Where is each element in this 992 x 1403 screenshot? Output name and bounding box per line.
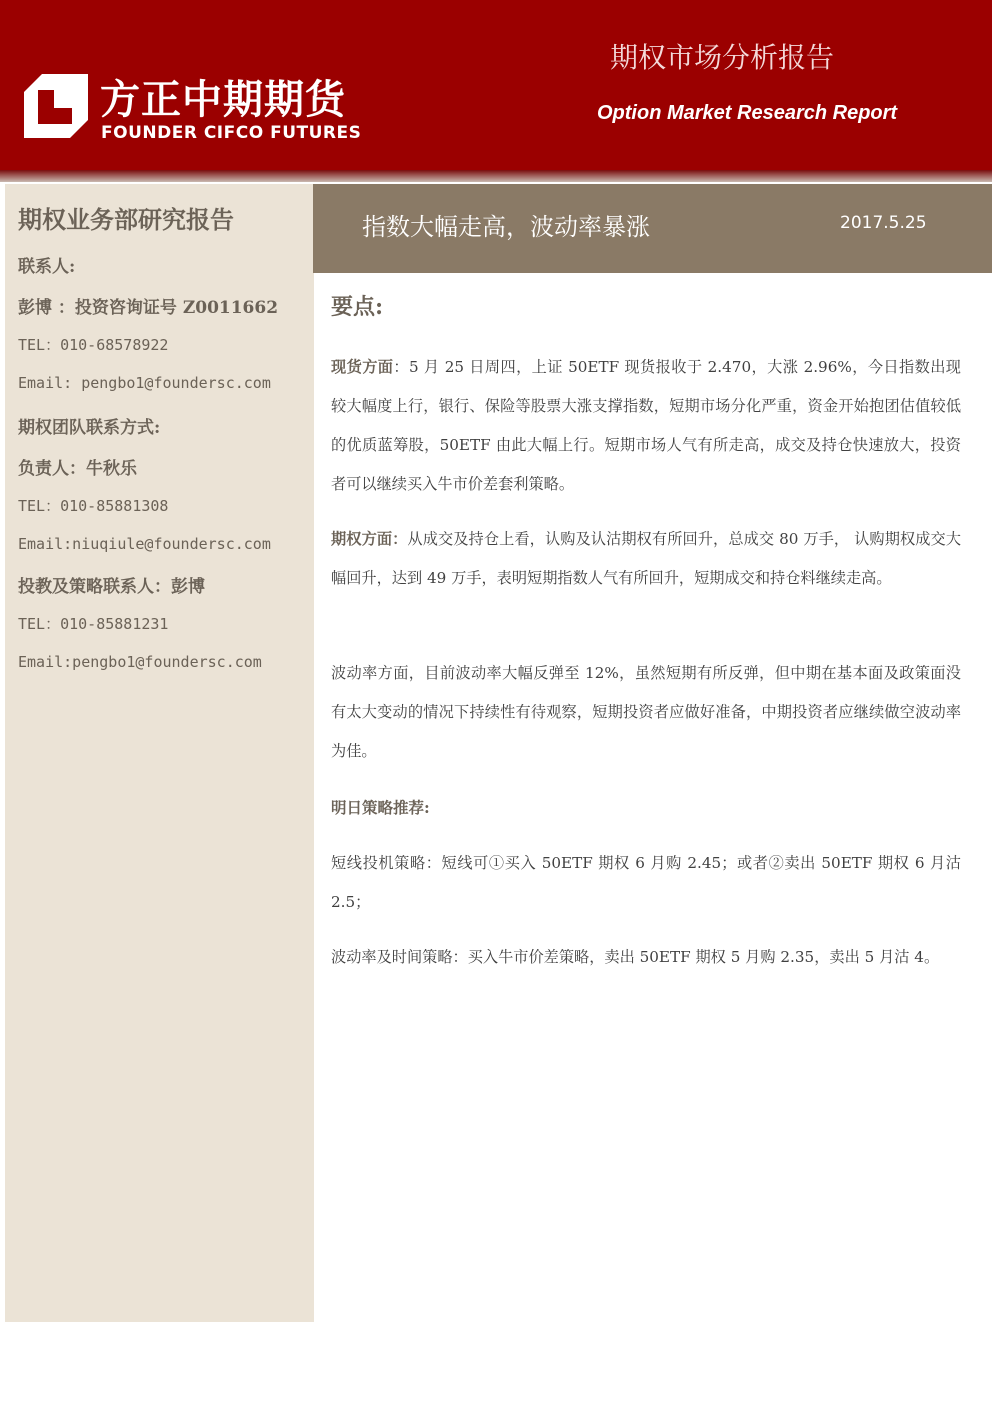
article-date: 2017.5.25 bbox=[840, 213, 927, 233]
edu-email[interactable]: Email:pengbo1@foundersc.com bbox=[18, 653, 262, 671]
team-tel: TEL：010-85881308 bbox=[18, 497, 169, 515]
spot-paragraph bbox=[331, 348, 961, 504]
strategy-volatility: 波动率及时间策略：买入牛市价差策略，卖出 50ETF 期权 5 月购 2.35，卖出 5 月沽 4。 bbox=[331, 948, 940, 966]
option-lead: 期权方面： bbox=[331, 530, 408, 548]
header-divider bbox=[0, 170, 992, 182]
key-points-heading: 要点: bbox=[331, 294, 384, 320]
report-title-en: Option Market Research Report bbox=[597, 102, 898, 124]
team-label: 期权团队联系方式: bbox=[18, 418, 161, 438]
option-text: 从成交及持仓上看，认购及认沽期权有所回升，总成交 80 万手， 认购期权成交大幅回升，达到 49 万手，表明短期指数人气有所回升，短期成交和持仓料继续走高。 bbox=[331, 530, 962, 587]
strategy-speculative: 短线投机策略：短线可①买入 50ETF 期权 6 月购 2.45；或者②卖出 50ETF 期权 6 月沽 2.5； bbox=[331, 854, 961, 911]
team-email[interactable]: Email:niuqiule@foundersc.com bbox=[18, 535, 271, 553]
spot-lead: 现货方面 bbox=[331, 358, 394, 376]
company-name-en: FOUNDER CIFCO FUTURES bbox=[101, 123, 362, 143]
contact-label: 联系人: bbox=[18, 257, 76, 277]
volatility-paragraph: 波动率方面，目前波动率大幅反弹至 12%，虽然短期有所反弹，但中期在基本面及政策面没有太大变动的情况下持续性有待观察，短期投资者应做好准备，中期投资者应继续做空波动率为佳。 bbox=[331, 664, 961, 760]
edu-tel: TEL：010-85881231 bbox=[18, 615, 169, 633]
strategy-heading: 明日策略推荐: bbox=[331, 798, 430, 817]
sidebar-title: 期权业务部研究报告 bbox=[18, 205, 234, 234]
report-title-cn: 期权市场分析报告 bbox=[610, 41, 835, 74]
contact-email[interactable]: Email: pengbo1@foundersc.com bbox=[18, 374, 271, 392]
contact-name: 彭博 ：投资咨询证号 Z0011662 bbox=[18, 298, 279, 318]
option-paragraph bbox=[331, 520, 961, 598]
company-name-cn: 方正中期期货 bbox=[100, 77, 346, 123]
contact-tel: TEL：010-68578922 bbox=[18, 336, 169, 354]
spot-text: ：5 月 25 日周四，上证 50ETF 现货报收于 2.470，大涨 2.96%，今日指数出现较大幅度上行，银行、保险等股票大涨支撑指数，短期市场分化严重，资金开始抱团估值较低的优质蓝筹股，50ETF 由此大幅上行。短期市场人气有所走高，成交及持仓快速放大，投资者可以继续买入牛市价差套利策略。 bbox=[331, 358, 961, 493]
founder-logo-icon bbox=[24, 74, 88, 138]
edu-contact-label: 投教及策略联系人：彭博 bbox=[18, 577, 205, 597]
article-title: 指数大幅走高，波动率暴涨 bbox=[362, 213, 650, 241]
team-lead: 负责人：牛秋乐 bbox=[18, 459, 137, 479]
